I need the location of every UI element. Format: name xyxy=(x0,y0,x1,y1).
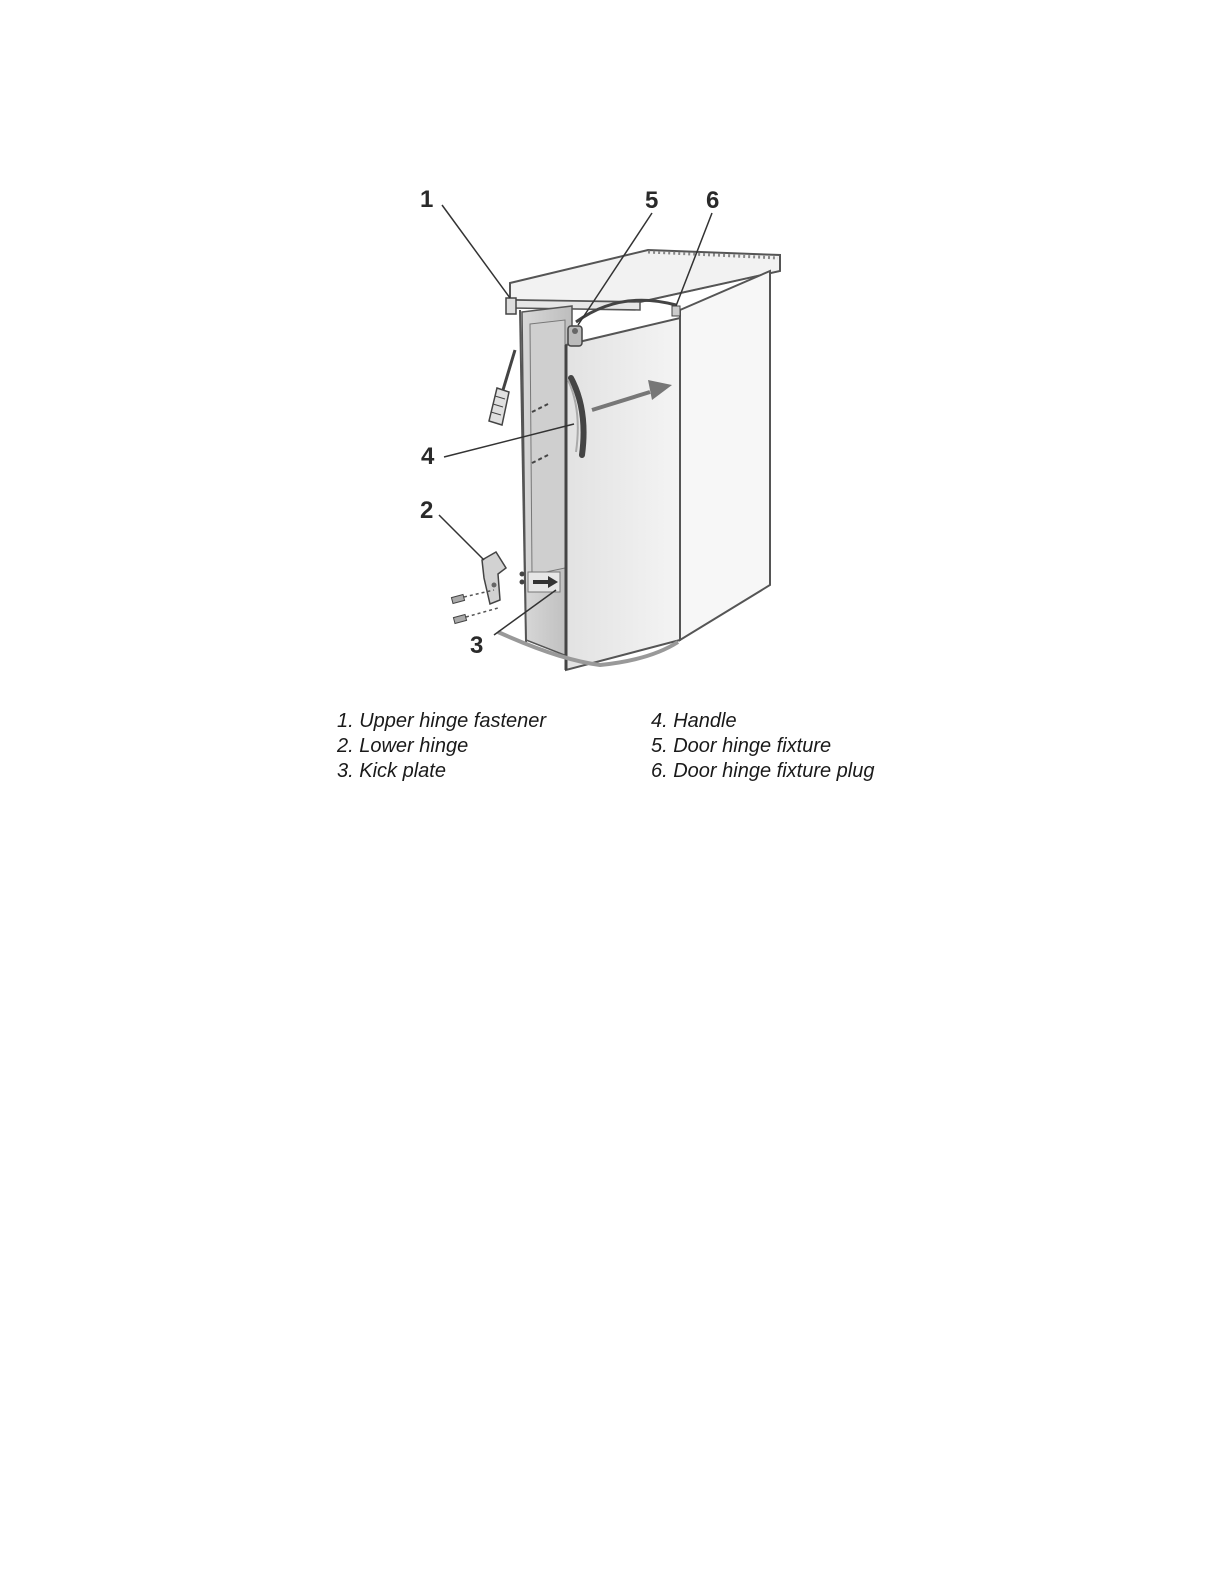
kick-plate xyxy=(528,572,560,592)
legend-item-door-hinge-fixture-plug: 6. Door hinge fixture plug xyxy=(651,760,875,782)
refrigerator-door-diagram xyxy=(0,0,1224,700)
door-hinge-fixture-plug xyxy=(672,306,680,316)
callout-number-3: 3 xyxy=(470,632,484,659)
legend-left-column xyxy=(337,709,546,784)
cabinet-side-panel xyxy=(680,271,770,640)
callout-number-5: 5 xyxy=(645,187,659,214)
legend-item-kick-plate: 3. Kick plate xyxy=(337,760,446,782)
door-hinge-fixture xyxy=(568,326,582,346)
callout-number-1: 1 xyxy=(420,186,434,213)
legend-item-handle: 4. Handle xyxy=(651,710,737,732)
door-panel xyxy=(566,318,680,670)
callout-number-6: 6 xyxy=(706,187,720,214)
legend-item-upper-hinge-fastener: 1. Upper hinge fastener xyxy=(337,710,547,732)
lower-hinge xyxy=(482,552,525,604)
screwdriver-icon xyxy=(489,350,515,425)
legend-item-lower-hinge: 2. Lower hinge xyxy=(337,735,469,757)
legend-right-column xyxy=(651,709,874,784)
callout-number-4: 4 xyxy=(421,443,435,470)
legend-item-door-hinge-fixture: 5. Door hinge fixture xyxy=(651,735,832,757)
upper-hinge-fastener xyxy=(506,298,516,314)
callout-number-2: 2 xyxy=(420,497,434,524)
cabinet-opening xyxy=(520,306,572,658)
